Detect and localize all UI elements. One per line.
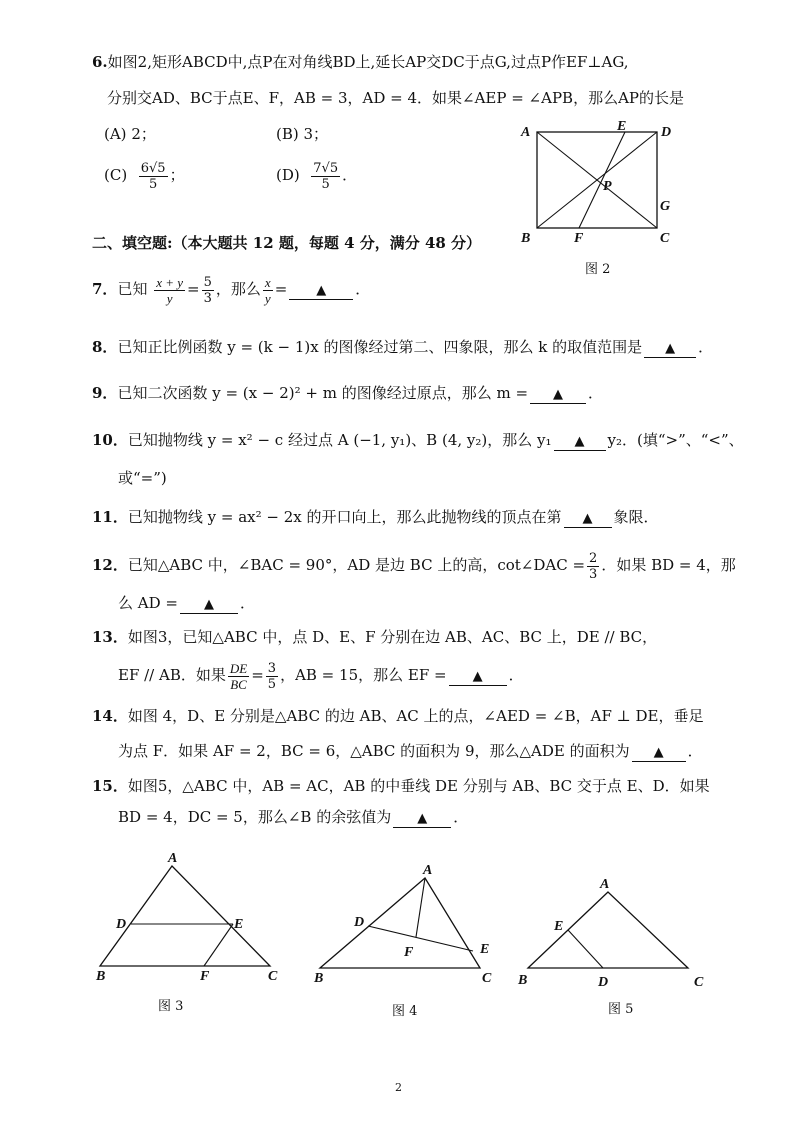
q14-answer-blank: ▲: [632, 744, 686, 762]
q9-text: 已知二次函数 y = (x − 2)² + m 的图像经过原点，那么 m =: [117, 384, 529, 402]
q13-line2-mid: ，AB = 15，那么 EF =: [280, 666, 447, 684]
q8: [92, 337, 713, 358]
fig4-label-e: E: [480, 942, 490, 957]
q9-answer-blank: ▲: [530, 386, 586, 404]
q14-line2: [118, 741, 703, 762]
fig4-label-c: C: [482, 971, 492, 986]
figure-5: [512, 872, 712, 996]
q14-line2-text: 为点 F．如果 AF = 2，BC = 6，△ABC 的面积为 9，那么△ADE 的面积为: [118, 742, 630, 760]
q13-line2: [118, 658, 524, 692]
q6-option-b: [276, 124, 328, 144]
q7-eq2: =: [274, 280, 288, 298]
fig3-label-c: C: [268, 969, 278, 984]
q11-answer-blank: ▲: [564, 510, 612, 528]
q6-option-c-tail: ；: [169, 166, 185, 184]
q6-option-a: [104, 124, 156, 144]
q6-option-a-value: 2；: [131, 125, 156, 143]
fig2-label-g: G: [660, 199, 671, 214]
q14-line1: [92, 706, 703, 726]
fig3-label-e: E: [234, 917, 244, 932]
q14-number: 14．: [92, 707, 128, 725]
q15-number: 15．: [92, 777, 128, 795]
q13-eq: =: [251, 666, 264, 684]
fig2-label-b: B: [521, 231, 531, 246]
figure-4: [310, 858, 510, 992]
q6-option-c: [104, 160, 185, 192]
q6-number: 6.: [92, 53, 108, 71]
fig5-label-c: C: [694, 975, 704, 990]
q10-line1: [92, 430, 744, 451]
q8-end: ．: [698, 338, 714, 356]
fig3-triangle-abc: [100, 866, 270, 966]
q9-end: ．: [588, 384, 604, 402]
q13-answer-blank: ▲: [449, 668, 507, 686]
fig3-label-f: F: [200, 969, 210, 984]
q13-fraction-2-den: 5: [267, 676, 277, 692]
q10-text: 已知抛物线 y = x² − c 经过点 A (−1, y₁)、B (4, y₂)，那么 y₁: [127, 431, 552, 449]
fig2-label-f: F: [574, 231, 584, 246]
q12-fraction-den: 3: [589, 566, 598, 582]
q7-fraction-2-den: 3: [203, 290, 212, 306]
q7-fraction-2-num: 5: [203, 274, 212, 290]
q12-line1: [92, 548, 736, 582]
q10-end: y₂．(填“>”、“<”、: [607, 431, 744, 449]
fig4-triangle-abc: [320, 878, 480, 968]
q8-answer-blank: ▲: [644, 340, 696, 358]
q6-option-b-value: 3；: [303, 125, 329, 143]
q12-answer-blank: ▲: [180, 596, 238, 614]
q12-tail: ．如果 BD = 4，那: [601, 556, 736, 574]
fig4-label-d: D: [354, 915, 365, 930]
q12-fraction-num: 2: [589, 550, 598, 566]
fig5-label-d: D: [598, 975, 609, 990]
fig2-label-e: E: [617, 119, 627, 134]
figure-2: [515, 118, 675, 257]
q6-text-line1: 如图2,矩形ABCD中,点P在对角线BD上,延长AP交DC于点G,过点P作EF⊥AG,: [107, 53, 629, 71]
q6-option-c-numerator: 6√5: [140, 160, 166, 176]
q15-answer-blank: ▲: [393, 810, 451, 828]
q13-line1-text: 如图3，已知△ABC 中，点 D、E、F 分别在边 AB、AC、BC 上，DE // BC，: [127, 628, 658, 646]
q6-option-d-denominator: 5: [321, 176, 330, 192]
q6-option-d-numerator: 7√5: [313, 160, 339, 176]
q6-option-d-label: (D): [276, 166, 300, 184]
q12-fraction: [587, 551, 599, 582]
q7-fraction-2: [202, 275, 214, 306]
fig2-label-c: C: [660, 231, 670, 246]
fig4-segment-af: [416, 878, 425, 937]
q6-option-b-label: (B): [276, 125, 299, 143]
q7-pre: 已知: [117, 280, 148, 298]
q10-answer-blank: ▲: [554, 433, 606, 451]
fig3-label-d: D: [116, 917, 127, 932]
q11-end: 象限．: [613, 508, 659, 526]
q6-option-a-label: (A): [104, 125, 127, 143]
fig5-segment-de: [568, 930, 603, 968]
q7-eq1: =: [187, 280, 200, 298]
fig5-triangle-abc: [528, 892, 688, 968]
q15-line1: [92, 776, 710, 796]
fig4-caption: 图 4: [392, 1004, 418, 1019]
q13-fraction-1-num: DE: [229, 660, 248, 676]
q6-option-c-denominator: 5: [149, 176, 158, 192]
q12-number: 12．: [92, 556, 128, 574]
q6-option-c-label: (C): [104, 166, 128, 184]
fig2-label-p: P: [603, 179, 612, 194]
section-2-heading: 二、填空题:（本大题共 12 题，每题 4 分，满分 48 分）: [92, 234, 482, 252]
fig2-caption: 图 2: [585, 262, 611, 277]
figure-4-drawing: [310, 858, 510, 988]
q7-fraction-3-num: x: [264, 274, 271, 290]
fig3-segment-ef: [204, 924, 233, 966]
q7-fraction-1: [154, 275, 185, 306]
q7-fraction-3: [263, 275, 273, 306]
q7-number: 7．: [92, 280, 118, 298]
fig2-label-d: D: [661, 125, 672, 140]
fig4-label-a: A: [423, 863, 433, 878]
fig5-caption: 图 5: [608, 1002, 634, 1017]
q13-end: ．: [508, 666, 524, 684]
q13-fraction-2: [266, 661, 278, 692]
figure-3: [90, 848, 290, 992]
q6-option-c-fraction: [139, 161, 168, 192]
q9: [92, 383, 603, 404]
figure-3-drawing: [90, 848, 290, 988]
fig4-label-b: B: [314, 971, 324, 986]
fig5-label-a: A: [600, 877, 610, 892]
q11-text: 已知抛物线 y = ax² − 2x 的开口向上，那么此抛物线的顶点在第: [127, 508, 562, 526]
q13-number: 13．: [92, 628, 128, 646]
q15-line1-text: 如图5，△ABC 中，AB = AC，AB 的中垂线 DE 分别与 AB、BC 交于点 E、D．如果: [127, 777, 710, 795]
q6-line1: [92, 52, 629, 72]
q7-fraction-1-den: y: [166, 290, 173, 306]
q14-line1-text: 如图 4，D、E 分别是△ABC 的边 AB、AC 上的点，∠AED = ∠B，AF ⊥ DE，垂足: [127, 707, 704, 725]
fig2-line-ef: [579, 132, 625, 228]
figure-2-drawing: [515, 118, 675, 253]
q11: [92, 507, 659, 528]
q6-option-d-fraction: [311, 161, 340, 192]
fig2-label-a: A: [521, 125, 531, 140]
q7-fraction-3-den: y: [264, 290, 271, 306]
q13-line1: [92, 627, 657, 647]
q13-fraction-2-num: 3: [267, 660, 277, 676]
q7-answer-blank: ▲: [289, 282, 353, 300]
q7: [92, 272, 370, 306]
fig3-label-a: A: [168, 851, 178, 866]
q8-text: 已知正比例函数 y = (k − 1)x 的图像经过第二、四象限，那么 k 的取值范围是: [117, 338, 643, 356]
q15-line2-text: BD = 4，DC = 5，那么∠B 的余弦值为: [118, 808, 392, 826]
fig5-label-e: E: [554, 919, 564, 934]
q6-option-d: [276, 160, 357, 192]
q6-option-d-tail: ．: [342, 166, 358, 184]
fig3-label-b: B: [96, 969, 106, 984]
fig5-label-b: B: [518, 973, 528, 988]
q15-end: ．: [453, 808, 469, 826]
q9-number: 9．: [92, 384, 118, 402]
q13-fraction-1: [228, 661, 249, 692]
q12-line2-pre: 么 AD =: [118, 594, 178, 612]
q15-line2: [118, 807, 468, 828]
q13-fraction-1-den: BC: [230, 676, 247, 692]
q12-text: 已知△ABC 中，∠BAC = 90°，AD 是边 BC 上的高，cot∠DAC =: [127, 556, 586, 574]
figure-5-drawing: [512, 872, 712, 992]
q6-line2: 分别交AD、BC于点E、F，AB = 3，AD = 4．如果∠AEP = ∠APB，那么AP的长是: [107, 89, 684, 107]
q7-end: ．: [355, 280, 371, 298]
q10-number: 10．: [92, 431, 128, 449]
q11-number: 11．: [92, 508, 128, 526]
q8-number: 8．: [92, 338, 118, 356]
q7-mid: ，那么: [215, 280, 261, 298]
q7-fraction-1-num: x + y: [156, 274, 184, 290]
q13-line2-pre: EF // AB．如果: [118, 666, 226, 684]
page-number: 2: [395, 1081, 402, 1094]
q14-end: ．: [687, 742, 703, 760]
q12-line2: [118, 593, 255, 614]
q12-end: ．: [239, 594, 255, 612]
fig3-caption: 图 3: [158, 999, 184, 1014]
q10-line2: 或“=”): [118, 469, 167, 487]
fig4-label-f: F: [404, 945, 414, 960]
